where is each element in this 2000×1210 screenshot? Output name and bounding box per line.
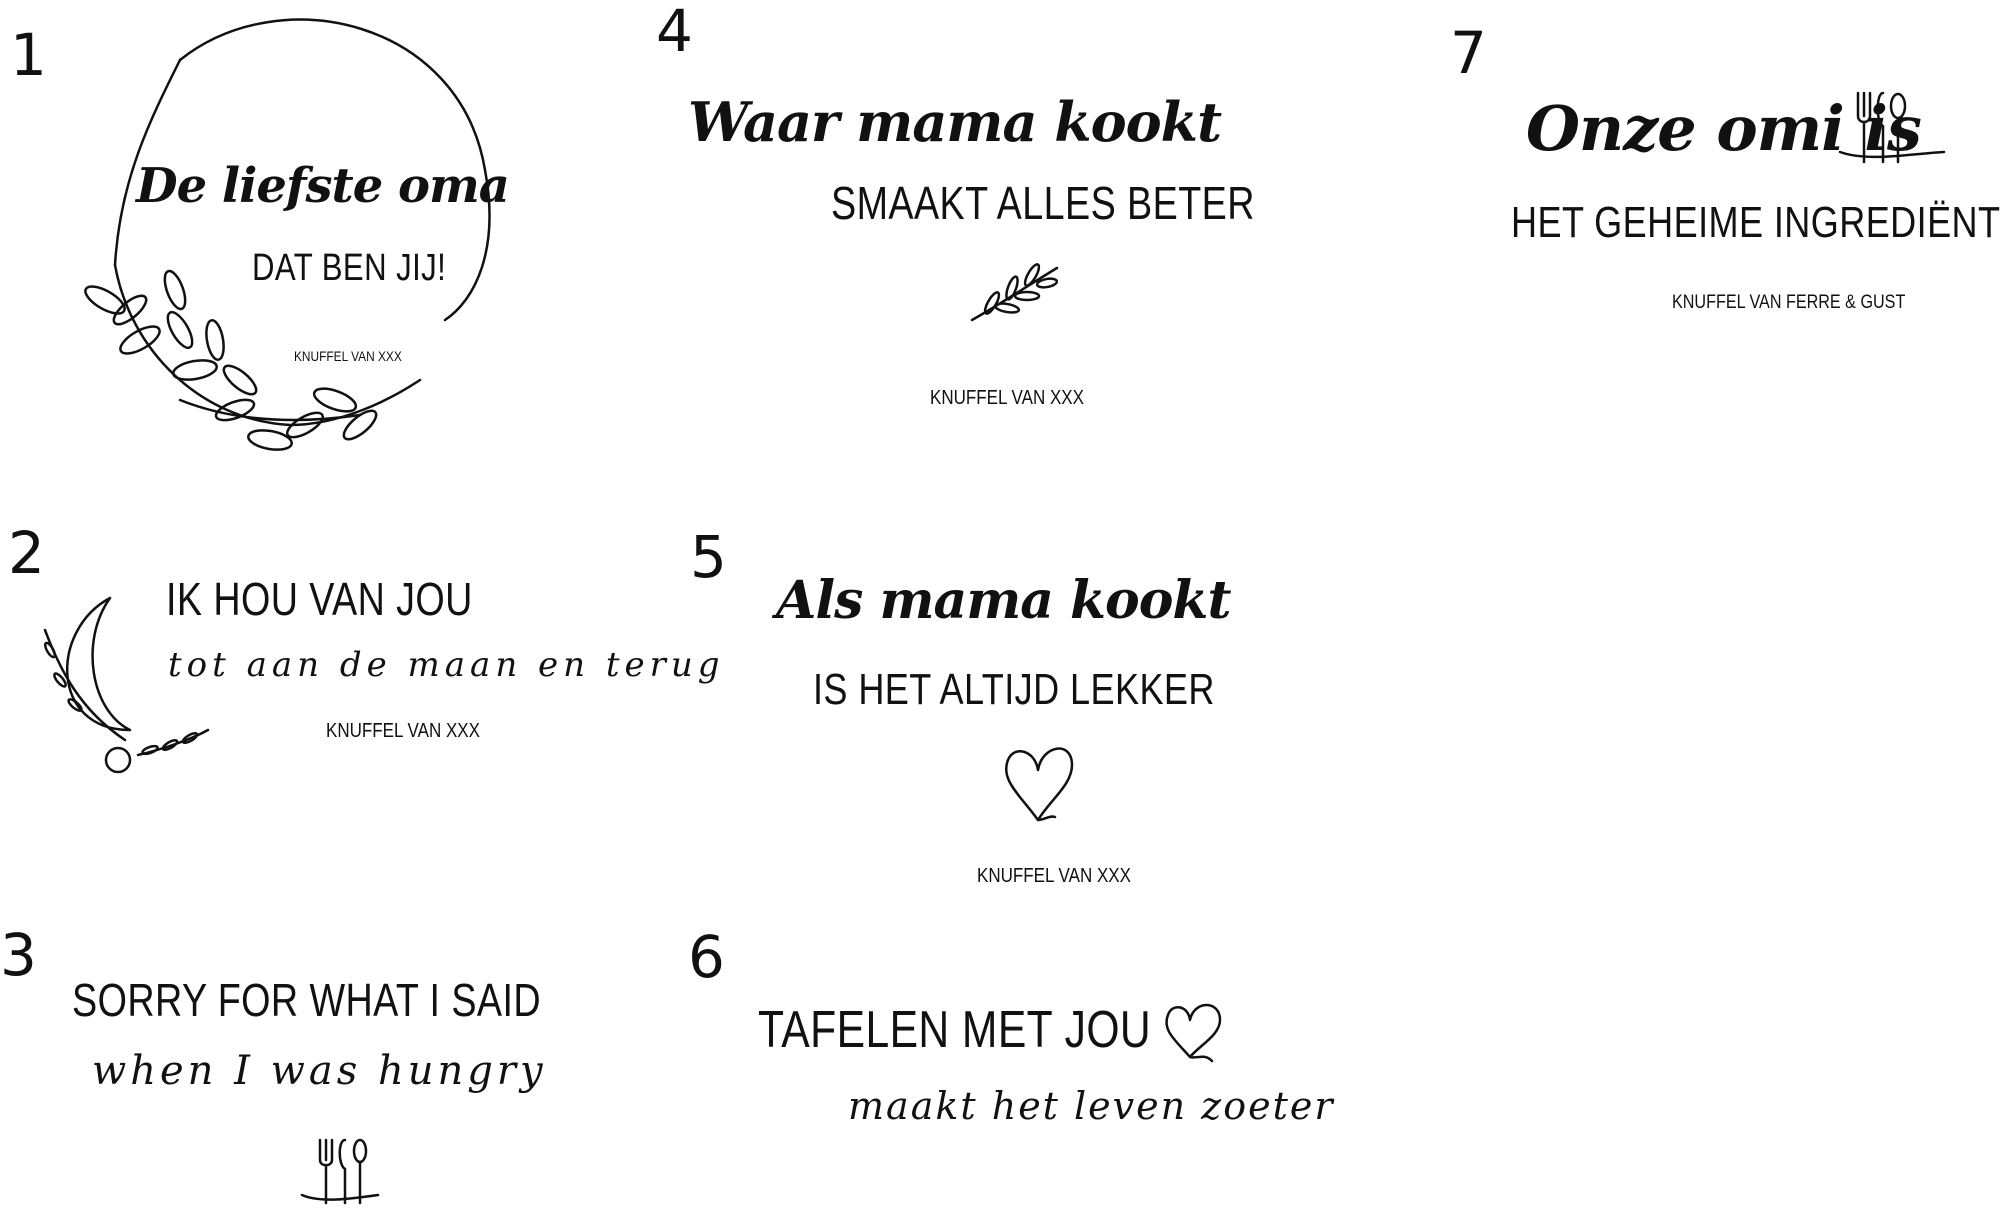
design-number: 2: [8, 519, 45, 587]
design-signature: KNUFFEL VAN XXX: [977, 865, 1131, 887]
design-signature: KNUFFEL VAN XXX: [930, 387, 1084, 409]
wreath-icon: [60, 0, 500, 490]
design-signature: KNUFFEL VAN XXX: [326, 720, 480, 742]
heart-icon: [1000, 735, 1080, 825]
design-subtitle: SMAAKT ALLES BETER: [831, 177, 1255, 229]
design-title: Onze omi is: [1526, 92, 1921, 165]
heart-icon: [1160, 995, 1230, 1065]
design-title: De liefste oma: [136, 158, 509, 214]
design-number: 7: [1450, 19, 1487, 87]
design-signature: KNUFFEL VAN FERRE & GUST: [1672, 292, 1906, 313]
design-title: IK HOU VAN JOU: [166, 573, 473, 625]
cutlery-icon: [300, 1135, 380, 1205]
design-subtitle: maakt het leven zoeter: [848, 1084, 1335, 1128]
design-number: 3: [0, 921, 37, 989]
leaf-sprig-icon: [962, 258, 1062, 328]
design-signature: KNUFFEL VAN XXX: [294, 348, 402, 364]
design-number: 4: [656, 0, 693, 65]
design-subtitle: HET GEHEIME INGREDIËNT: [1511, 198, 2000, 247]
design-number: 5: [690, 523, 727, 591]
design-subtitle: IS HET ALTIJD LEKKER: [813, 665, 1215, 714]
design-title: Waar mama kookt: [688, 90, 1222, 154]
design-number: 1: [10, 21, 47, 89]
design-number: 6: [688, 923, 725, 991]
design-title: Als mama kookt: [776, 570, 1231, 631]
design-subtitle: DAT BEN JIJ!: [252, 247, 447, 289]
cutlery-icon: [1838, 88, 1946, 168]
design-subtitle: when I was hungry: [92, 1048, 547, 1094]
design-subtitle: tot aan de maan en terug: [168, 645, 725, 685]
design-title: SORRY FOR WHAT I SAID: [72, 974, 542, 1026]
design-title: TAFELEN MET JOU: [758, 1001, 1152, 1059]
